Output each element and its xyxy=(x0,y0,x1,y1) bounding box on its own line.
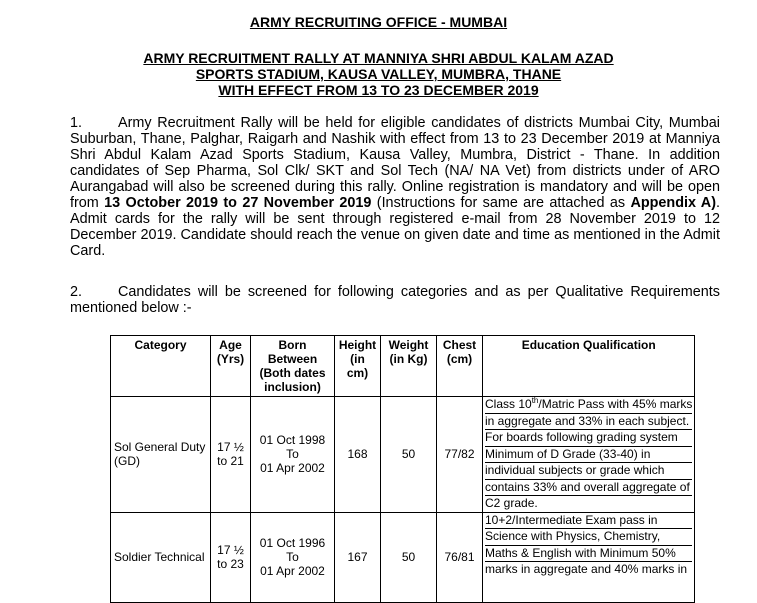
table-row xyxy=(111,512,695,602)
header-category: Category xyxy=(111,336,211,397)
row-education xyxy=(483,512,695,602)
header-education: Education Qualification xyxy=(483,336,695,397)
paragraph-1 xyxy=(70,115,720,259)
categories-table xyxy=(110,335,695,603)
office-heading: ARMY RECRUITING OFFICE - MUMBAI xyxy=(249,14,508,30)
born-to-word: To xyxy=(286,447,299,462)
header-age: Age (Yrs) xyxy=(211,336,251,397)
appendix-reference: Appendix A) xyxy=(630,195,716,211)
education-line: Maths & English with Minimum 50% xyxy=(485,546,692,563)
education-line: Science with Physics, Chemistry, xyxy=(485,529,692,546)
row-education xyxy=(483,397,695,513)
row-height: 167 xyxy=(335,512,381,602)
paragraph-1-text-c: . Admit cards for the rally will be sent through registered e-mail from 28 November 2019 to 12 December 2019. Candidate should reach the venue on given date and time as mentioned in the Admit Card. xyxy=(70,195,720,259)
education-line: Class 10th/Matric Pass with 45% marks xyxy=(485,397,692,414)
header-chest: Chest (cm) xyxy=(437,336,483,397)
row-weight: 50 xyxy=(381,512,437,602)
row-age: 17 ½ to 23 xyxy=(211,512,251,602)
rally-title-line-3: WITH EFFECT FROM 13 TO 23 DECEMBER 2019 xyxy=(218,82,539,98)
education-line: contains 33% and overall aggregate of xyxy=(485,480,692,497)
education-line: individual subjects or grade which xyxy=(485,463,692,480)
header-born: Born Between (Both dates inclusion) xyxy=(251,336,335,397)
paragraph-2-text: Candidates will be screened for following categories and as per Qualitative Requirements mentioned below :- xyxy=(70,284,720,316)
row-chest: 76/81 xyxy=(437,512,483,602)
row-category: Soldier Technical xyxy=(111,512,211,602)
table-header-row xyxy=(111,336,695,397)
row-category: Sol General Duty (GD) xyxy=(111,397,211,513)
paragraph-2 xyxy=(70,284,720,316)
education-line: 10+2/Intermediate Exam pass in xyxy=(485,513,692,530)
row-born xyxy=(251,397,335,513)
education-line: in aggregate and 33% in each subject. xyxy=(485,414,692,431)
born-from: 01 Oct 1996 xyxy=(259,536,326,550)
born-to: 01 Apr 2002 xyxy=(260,461,325,476)
registration-dates: 13 October 2019 to 27 November 2019 xyxy=(104,195,372,211)
paragraph-1-number: 1. xyxy=(70,115,83,131)
education-line: marks in aggregate and 40% marks in xyxy=(485,562,688,576)
row-age: 17 ½ to 21 xyxy=(211,397,251,513)
rally-title-line-1: ARMY RECRUITMENT RALLY AT MANNIYA SHRI ABDUL KALAM AZAD xyxy=(143,50,614,66)
paragraph-1-text-b: (Instructions for same are attached as xyxy=(371,195,631,211)
paragraph-2-number: 2. xyxy=(70,284,83,300)
education-line: For boards following grading system xyxy=(485,430,692,447)
header-height: Height (in cm) xyxy=(335,336,381,397)
education-line: C2 grade. xyxy=(485,496,538,510)
row-weight: 50 xyxy=(381,397,437,513)
row-born xyxy=(251,512,335,602)
table-row xyxy=(111,397,695,513)
rally-title-line-2: SPORTS STADIUM, KAUSA VALLEY, MUMBRA, THANE xyxy=(195,66,562,82)
paragraph-1-text-a: Army Recruitment Rally will be held for eligible candidates of districts Mumbai City, Mumbai Suburban, Thane, Palghar, Raigarh and Nashik with effect from 13 to 23 December 2019 at Manniya Shri Abdul Kalam Azad Sports Stadium, Kausa Valley, Mumbra, District - Thane. In addition candidates of Sep Pharma, Sol Clk/ SKT and Sol Tech (NA/ NA Vet) from districts under of ARO Aurangabad will also be screened during this rally. Online registration is mandatory and will be open from xyxy=(70,115,720,211)
row-chest: 77/82 xyxy=(437,397,483,513)
born-to: 01 Apr 2002 xyxy=(260,564,325,578)
born-to-word: To xyxy=(286,550,299,564)
row-height: 168 xyxy=(335,397,381,513)
born-from: 01 Oct 1998 xyxy=(259,433,326,448)
header-weight: Weight (in Kg) xyxy=(381,336,437,397)
education-line: Minimum of D Grade (33-40) in xyxy=(485,447,692,464)
